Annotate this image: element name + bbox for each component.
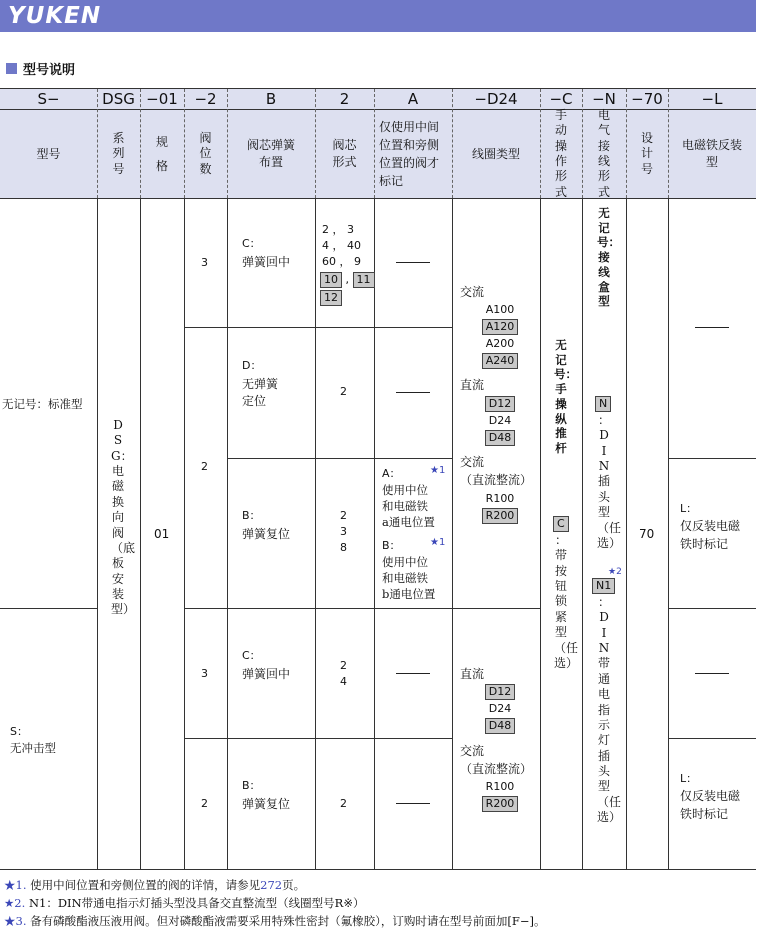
type-s-code: S： xyxy=(10,725,28,738)
coil-group: 交流 xyxy=(460,455,485,469)
divider xyxy=(0,869,756,870)
spool-list xyxy=(320,290,342,306)
elec-none: 无记号：接线盒型 xyxy=(597,206,620,309)
name-cell: 设计号 xyxy=(626,110,668,198)
spring-desc: 无弹簧 xyxy=(242,377,279,391)
code-cell: −N xyxy=(582,88,626,110)
elec-n1-desc: ：DIN带通电指示灯插头型（任选） xyxy=(597,595,622,825)
divider xyxy=(0,198,756,199)
coil-value: A100 xyxy=(485,303,515,316)
coil-value: D12 xyxy=(480,396,520,412)
coil-value: R100 xyxy=(485,780,515,793)
spring-code: B： xyxy=(242,779,261,792)
name-cell: 电磁铁反装型 xyxy=(668,110,756,198)
divider xyxy=(668,89,669,198)
code-cell: A xyxy=(374,88,452,110)
divider xyxy=(227,458,452,459)
a-code: A： xyxy=(382,467,401,480)
code-cell: −70 xyxy=(626,88,668,110)
coil-value: R200 xyxy=(480,508,520,524)
divider xyxy=(0,608,97,609)
star-icon: ★1 xyxy=(430,465,446,476)
spring-code: B： xyxy=(242,509,261,522)
spool-value: 2 xyxy=(340,509,347,522)
coil-value: R100 xyxy=(485,492,515,505)
spool-list: 2 ， 3 xyxy=(322,223,354,236)
none-dash xyxy=(396,803,430,804)
elec-n-desc: ：DIN插头型（任选） xyxy=(597,413,622,550)
footnote-2: ★2. N1：DIN带通电指示灯插头型没具备交直整流型（线圈型号R※） xyxy=(4,896,365,910)
spring-desc: 弹簧复位 xyxy=(242,797,291,811)
position-count: 3 xyxy=(201,667,208,680)
reverse-desc: 仅反装电磁 xyxy=(680,519,741,533)
code-cell: S− xyxy=(0,88,97,110)
coil-value: D48 xyxy=(480,718,520,734)
reverse-code: L： xyxy=(680,502,698,515)
name-cell: 型号 xyxy=(0,110,97,198)
design-number: 70 xyxy=(639,527,655,541)
manual-c-desc: ：带按钮锁紧型（任选） xyxy=(554,533,579,670)
star-icon: ★1 xyxy=(430,537,446,548)
divider xyxy=(582,89,583,198)
spring-desc: 弹簧回中 xyxy=(242,255,291,269)
divider xyxy=(184,608,540,609)
manual-c-code: C xyxy=(553,516,569,532)
name-cell: 仅使用中间位置和旁侧位置的阀才标记 xyxy=(374,110,452,198)
coil-value: R200 xyxy=(480,796,520,812)
reverse-desc: 铁时标记 xyxy=(680,807,729,821)
divider xyxy=(315,89,316,198)
coil-value: D48 xyxy=(480,430,520,446)
b-code: B： xyxy=(382,539,401,552)
divider xyxy=(374,198,375,869)
code-cell: −C xyxy=(540,88,582,110)
name-cell: 系列号 xyxy=(97,110,140,198)
divider xyxy=(452,198,453,869)
coil-group: （直流整流） xyxy=(460,473,533,487)
star-icon: ★2 xyxy=(608,567,622,577)
type-s-desc: 无冲击型 xyxy=(10,741,56,755)
manual-none: 无记号：手操纵推杆 xyxy=(554,338,577,456)
divider xyxy=(227,198,228,869)
section-title: 型号说明 xyxy=(6,59,75,78)
brand-bar xyxy=(0,0,756,32)
spool-box: 12 xyxy=(320,290,342,306)
coil-value: A240 xyxy=(480,353,520,369)
position-count: 3 xyxy=(201,256,208,269)
section-square-icon xyxy=(6,63,17,74)
spool-value: 2 xyxy=(340,659,347,672)
divider xyxy=(668,458,756,459)
name-cell: 阀位数 xyxy=(184,110,227,198)
divider xyxy=(184,198,185,869)
yuken-logo: YUKEN xyxy=(8,3,102,29)
none-dash xyxy=(396,262,430,263)
spool-value: 4 xyxy=(340,675,347,688)
none-dash xyxy=(695,673,729,674)
divider xyxy=(184,327,452,328)
divider xyxy=(140,89,141,198)
spring-desc: 定位 xyxy=(242,394,267,408)
divider xyxy=(668,608,756,609)
footnote-3: ★3. 备有磷酸酯液压液用阀。但对磷酸酯液需要采用特殊性密封（氟橡胶），订购时请在型号前面加[F−]。 xyxy=(4,914,546,928)
spool-list: 60 ， 9 xyxy=(322,255,361,268)
coil-group: 直流 xyxy=(460,378,485,392)
reverse-desc: 仅反装电磁 xyxy=(680,789,741,803)
spring-code: C： xyxy=(242,237,261,250)
coil-value: A200 xyxy=(485,337,515,350)
spring-desc: 弹簧回中 xyxy=(242,667,291,681)
type-standard: 无记号：标准型 xyxy=(2,397,83,411)
divider xyxy=(374,89,375,198)
divider xyxy=(97,198,98,869)
a-desc: 和电磁铁 xyxy=(382,499,428,513)
divider xyxy=(315,198,316,869)
elec-n1-code: N1 xyxy=(592,578,615,594)
spring-code: D： xyxy=(242,359,262,372)
footnotes xyxy=(4,876,545,930)
code-cell: −01 xyxy=(140,88,184,110)
code-cell: DSG xyxy=(97,88,140,110)
spool-value: 2 xyxy=(340,385,347,398)
coil-value: D24 xyxy=(488,414,512,427)
name-cell: 阀芯形式 xyxy=(315,110,374,198)
name-cell: 规格 xyxy=(140,110,184,198)
b-desc: 使用中位 xyxy=(382,555,428,569)
name-cell: 手动操作形式 xyxy=(540,110,582,198)
spool-value: 8 xyxy=(340,541,347,554)
coil-group: （直流整流） xyxy=(460,762,533,776)
reverse-desc: 铁时标记 xyxy=(680,537,729,551)
divider xyxy=(227,89,228,198)
spool-value: 3 xyxy=(340,525,347,538)
spring-desc: 弹簧复位 xyxy=(242,527,291,541)
position-count: 2 xyxy=(201,460,208,473)
none-dash xyxy=(396,392,430,393)
divider xyxy=(668,198,669,869)
code-cell: B xyxy=(227,88,315,110)
code-cell: 2 xyxy=(315,88,374,110)
series-desc: DSG：电磁换向阀（底板安装型） xyxy=(111,418,136,617)
b-desc: 和电磁铁 xyxy=(382,571,428,585)
spool-value: 2 xyxy=(340,797,347,810)
coil-value: D24 xyxy=(488,702,512,715)
size-value: 01 xyxy=(154,527,170,541)
divider xyxy=(540,198,541,869)
divider xyxy=(582,198,583,869)
divider xyxy=(540,89,541,198)
divider xyxy=(452,89,453,198)
divider xyxy=(184,89,185,198)
a-desc: 使用中位 xyxy=(382,483,428,497)
divider xyxy=(97,89,98,198)
spool-list: 4 ， 40 xyxy=(322,239,361,252)
coil-value: D12 xyxy=(480,684,520,700)
spring-code: C： xyxy=(242,649,261,662)
none-dash xyxy=(695,327,729,328)
a-desc: a通电位置 xyxy=(382,515,435,529)
spool-box: 11 xyxy=(353,272,375,288)
footnote-1: ★1. 使用中间位置和旁侧位置的阀的详情，请参见272页。 xyxy=(4,878,306,892)
elec-n-code: N xyxy=(595,396,611,412)
code-cell: −2 xyxy=(184,88,227,110)
spool-box: 10 xyxy=(320,272,342,288)
coil-group: 交流 xyxy=(460,744,485,758)
name-cell: 线圈类型 xyxy=(452,110,540,198)
b-desc: b通电位置 xyxy=(382,587,436,601)
position-count: 2 xyxy=(201,797,208,810)
code-cell: −L xyxy=(668,88,756,110)
reverse-code: L： xyxy=(680,772,698,785)
coil-group: 直流 xyxy=(460,667,485,681)
divider xyxy=(668,738,756,739)
divider xyxy=(140,198,141,869)
name-cell: 阀芯弹簧布置 xyxy=(227,110,315,198)
code-cell: −D24 xyxy=(452,88,540,110)
coil-value: A120 xyxy=(480,319,520,335)
none-dash xyxy=(396,673,430,674)
model-code-table xyxy=(0,88,756,870)
divider xyxy=(626,198,627,869)
spool-list: 10 , 11 xyxy=(320,272,375,288)
coil-group: 交流 xyxy=(460,285,485,299)
divider xyxy=(626,89,627,198)
name-cell: 电气接线形式 xyxy=(582,110,626,198)
divider xyxy=(184,738,452,739)
